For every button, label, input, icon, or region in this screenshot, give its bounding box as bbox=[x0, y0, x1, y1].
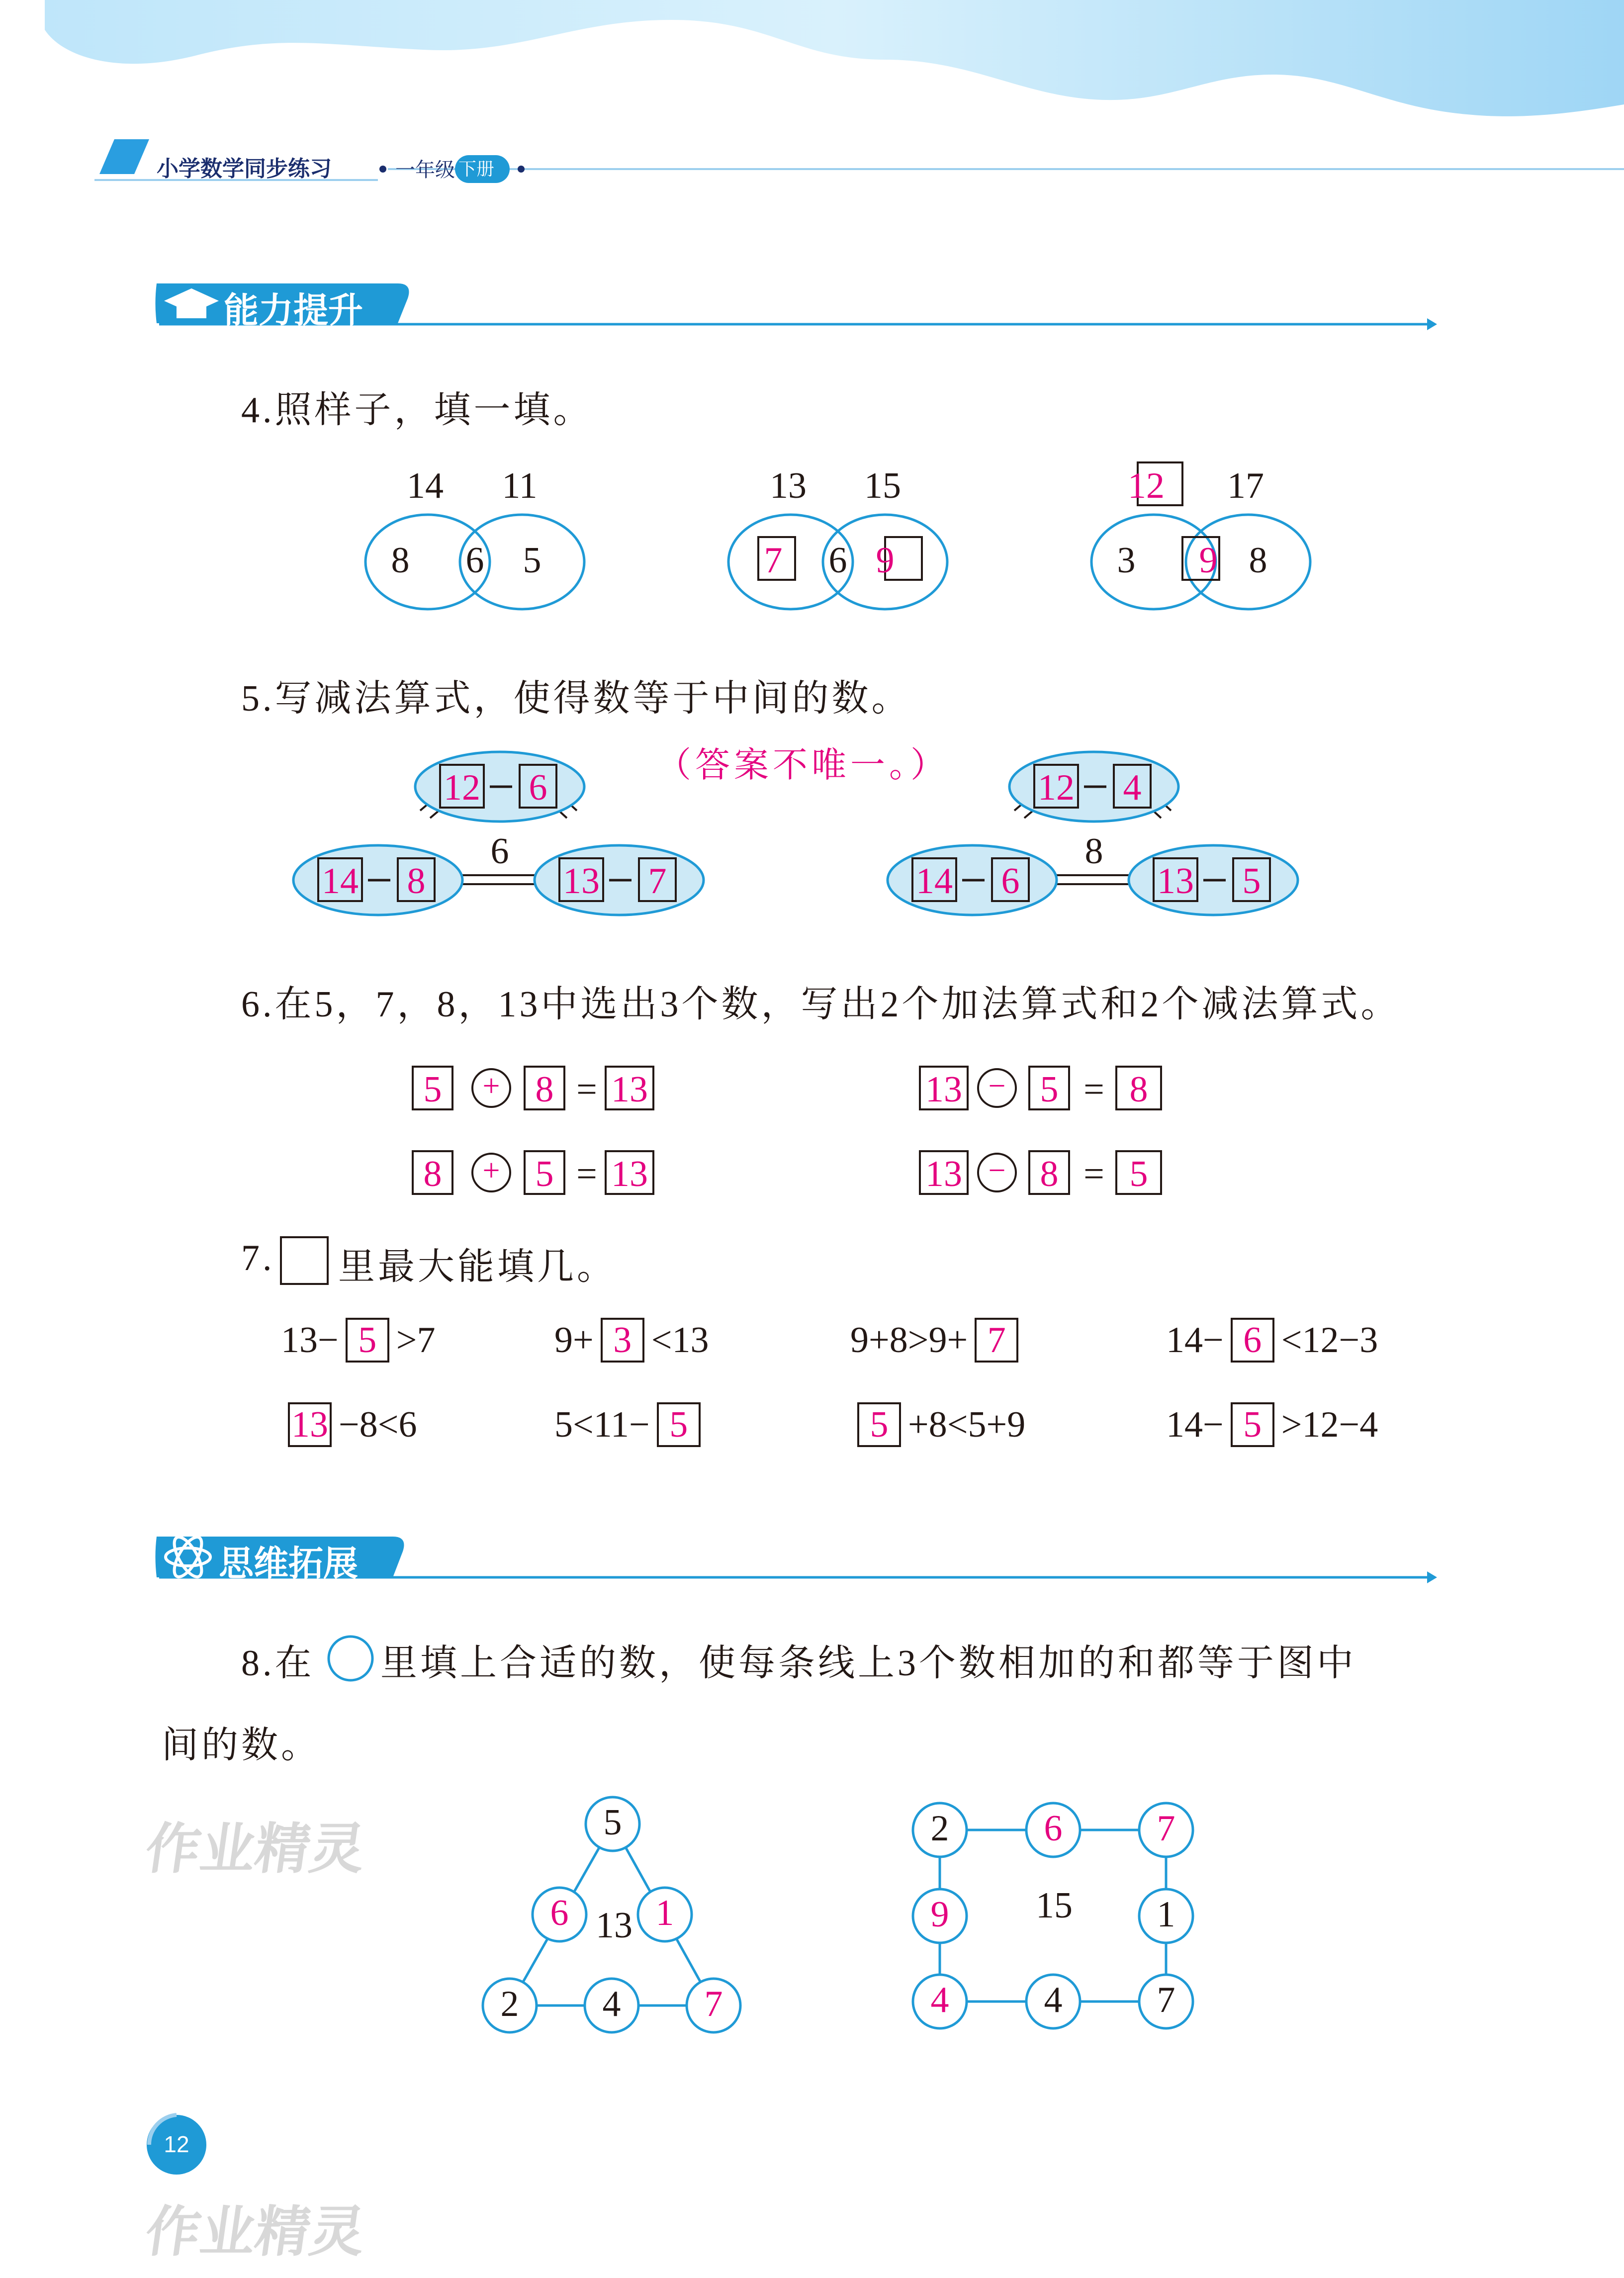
header-grade: 一年级 bbox=[395, 159, 455, 182]
q6-operator: + bbox=[482, 1154, 500, 1187]
q7-answer-box: 13 bbox=[288, 1402, 332, 1447]
q5-right-minuend: 13 bbox=[1157, 861, 1194, 902]
q6-operand-a: 13 bbox=[925, 1069, 962, 1110]
q6-operand-a: 13 bbox=[925, 1154, 962, 1194]
header-title: 小学数学同步练习 bbox=[157, 156, 332, 182]
q7-answer-box: 5 bbox=[657, 1402, 701, 1447]
q8-square-node: 4 bbox=[1044, 1980, 1063, 2020]
q7-expression-after: +8<5+9 bbox=[908, 1404, 1026, 1445]
q6-operator: − bbox=[988, 1154, 1006, 1187]
q5-top-minuend: 12 bbox=[1038, 767, 1075, 808]
q4-right: 5 bbox=[523, 540, 541, 581]
q4-left: 8 bbox=[391, 540, 410, 581]
q7-expression-before: 14− bbox=[1166, 1319, 1224, 1361]
q7-expression-after: <13 bbox=[651, 1319, 709, 1361]
watermark-bottom: 作业精灵 bbox=[141, 2200, 369, 2264]
q5-right-subtrahend: 7 bbox=[648, 861, 667, 902]
q4-top-left: 12 bbox=[1128, 465, 1165, 506]
q8-square-center: 15 bbox=[1036, 1885, 1073, 1926]
q6-result: 13 bbox=[611, 1069, 648, 1110]
q5-left-subtrahend: 6 bbox=[1001, 861, 1020, 902]
q6-prompt: 6.在5，7，8，13中选出3个数，写出2个加法算式和2个减法算式。 bbox=[241, 984, 1401, 1025]
q8-prompt-num: 8.在 bbox=[241, 1643, 315, 1684]
q8-triangle-node: 2 bbox=[500, 1984, 519, 2024]
q6-equals: = bbox=[576, 1069, 597, 1110]
q4-middle: 6 bbox=[828, 540, 847, 581]
q7-expression-after: >12−4 bbox=[1281, 1404, 1378, 1445]
watermark-top: 作业精灵 bbox=[141, 1817, 369, 1881]
q7-prompt-num: 7. bbox=[241, 1238, 275, 1278]
q6-equals: = bbox=[1083, 1154, 1104, 1194]
q4-top-left: 13 bbox=[770, 465, 807, 506]
q6-operator: − bbox=[988, 1069, 1006, 1103]
q7-expression-after: −8<6 bbox=[339, 1404, 417, 1445]
q5-left-subtrahend: 8 bbox=[407, 861, 426, 902]
q4-top-right: 15 bbox=[864, 465, 901, 506]
q4-top-right: 17 bbox=[1227, 465, 1264, 506]
q6-operand-a: 5 bbox=[423, 1069, 442, 1110]
q8-triangle-node: 6 bbox=[550, 1893, 569, 1933]
q8-triangle-node: 7 bbox=[704, 1984, 723, 2024]
page-number: 12 bbox=[164, 2131, 189, 2157]
q5-right-minuend: 13 bbox=[563, 861, 600, 902]
q7-answer-box: 5 bbox=[346, 1318, 389, 1363]
q5-center-number: 8 bbox=[1084, 831, 1103, 872]
q5-hint: （答案不唯一。） bbox=[656, 744, 949, 785]
header-grade-mark: 下册 bbox=[458, 159, 495, 180]
q7-expression-before: 14− bbox=[1166, 1404, 1224, 1445]
q7-expression-after: <12−3 bbox=[1281, 1319, 1378, 1361]
q8-square-node: 7 bbox=[1157, 1808, 1175, 1849]
q6-equals: = bbox=[1083, 1069, 1104, 1110]
q6-equals: = bbox=[576, 1154, 597, 1194]
q8-square-node: 2 bbox=[930, 1808, 949, 1849]
q4-top-left: 14 bbox=[407, 465, 444, 506]
q6-operator: + bbox=[482, 1069, 500, 1103]
q7-expression-before: 9+8>9+ bbox=[850, 1319, 968, 1361]
q7-answer-box: 7 bbox=[975, 1318, 1018, 1363]
q6-operand-b: 5 bbox=[1040, 1069, 1059, 1110]
q6-operand-a: 8 bbox=[423, 1154, 442, 1194]
q6-result: 8 bbox=[1129, 1069, 1148, 1110]
q8-square-node: 6 bbox=[1044, 1808, 1063, 1849]
q6-operand-b: 5 bbox=[535, 1154, 554, 1194]
q5-prompt: 5.写减法算式，使得数等于中间的数。 bbox=[241, 678, 911, 719]
q8-square-node: 1 bbox=[1157, 1894, 1175, 1935]
q7-expression-before: 9+ bbox=[554, 1319, 594, 1361]
q4-middle: 6 bbox=[465, 540, 484, 581]
q8-prompt-line2: 间的数。 bbox=[162, 1725, 321, 1766]
q7-answer-box: 6 bbox=[1231, 1318, 1274, 1363]
q8-square-node: 7 bbox=[1157, 1980, 1175, 2020]
q4-right: 9 bbox=[876, 540, 895, 581]
q8-square-node: 9 bbox=[930, 1894, 949, 1935]
q5-top-minuend: 12 bbox=[444, 767, 480, 808]
q4-left: 7 bbox=[764, 540, 783, 581]
q7-expression-after: >7 bbox=[396, 1319, 436, 1361]
q4-prompt: 4.照样子，填一填。 bbox=[241, 390, 593, 431]
q6-result: 13 bbox=[611, 1154, 648, 1194]
q5-right-subtrahend: 5 bbox=[1242, 861, 1261, 902]
q8-prompt: 里填上合适的数，使每条线上3个数相加的和都等于图中 bbox=[380, 1643, 1356, 1684]
q7-expression-before: 13− bbox=[281, 1319, 339, 1361]
q4-top-right: 11 bbox=[502, 465, 538, 506]
q6-operand-b: 8 bbox=[535, 1069, 554, 1110]
section-title-thinking: 思维拓展 bbox=[219, 1543, 358, 1584]
q7-expression-before: 5<11− bbox=[554, 1404, 650, 1445]
q7-prompt: 里最大能填几。 bbox=[338, 1247, 617, 1287]
q7-answer-box: 3 bbox=[601, 1318, 644, 1363]
q8-triangle-center: 13 bbox=[596, 1905, 632, 1946]
q5-top-subtrahend: 4 bbox=[1123, 767, 1142, 808]
q5-left-minuend: 14 bbox=[916, 861, 953, 902]
q4-middle: 9 bbox=[1199, 540, 1218, 581]
q5-top-subtrahend: 6 bbox=[529, 767, 547, 808]
q5-left-minuend: 14 bbox=[322, 861, 359, 902]
q4-left: 3 bbox=[1117, 540, 1136, 581]
q7-answer-box: 5 bbox=[1231, 1402, 1274, 1447]
q4-right: 8 bbox=[1249, 540, 1267, 581]
q8-triangle-node: 5 bbox=[603, 1802, 622, 1843]
q6-result: 5 bbox=[1129, 1154, 1148, 1194]
q6-operand-b: 8 bbox=[1040, 1154, 1059, 1194]
q5-center-number: 6 bbox=[490, 831, 509, 872]
q7-answer-box: 5 bbox=[857, 1402, 901, 1447]
q8-triangle-node: 1 bbox=[655, 1893, 674, 1933]
section-title-ability: 能力提升 bbox=[224, 290, 363, 331]
q8-square-node: 4 bbox=[930, 1980, 949, 2020]
q8-triangle-node: 4 bbox=[602, 1984, 621, 2024]
